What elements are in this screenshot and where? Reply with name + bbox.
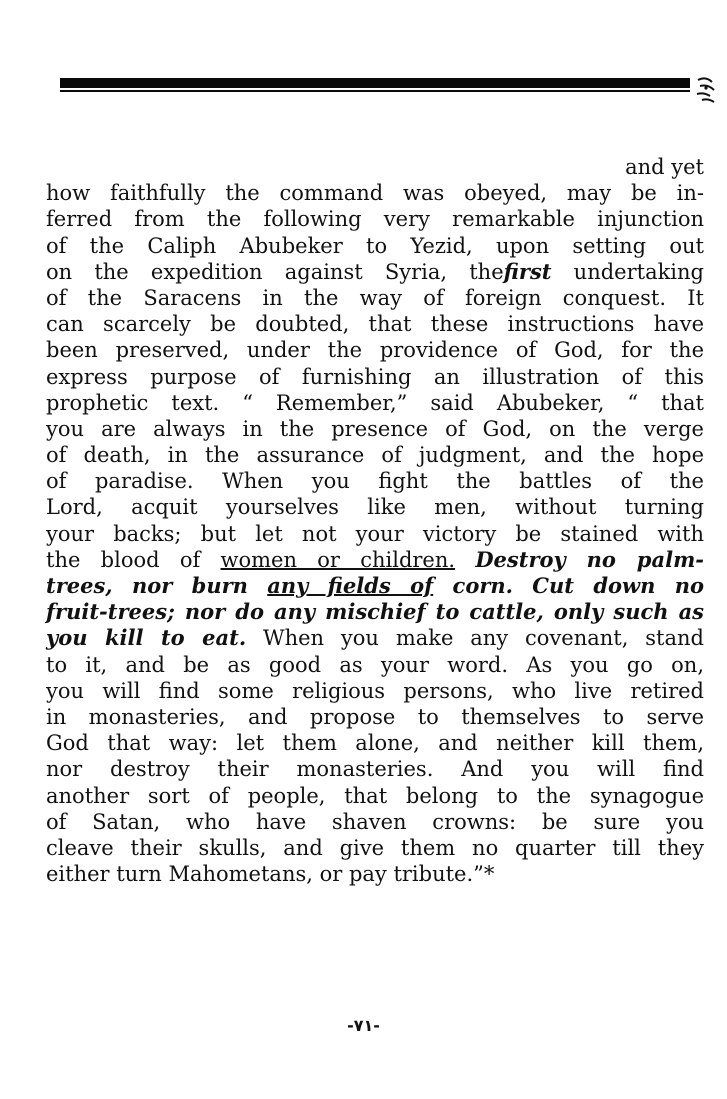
body-text xyxy=(46,154,704,887)
text-line: how faithfully the command was obeyed, may be in- xyxy=(46,181,704,206)
text-segment xyxy=(455,548,475,572)
text-line: of the Caliph Abubeker to Yezid, upon setting out xyxy=(46,233,704,258)
text-line: of death, in the assurance of judgment, and the hope xyxy=(46,443,704,468)
text-line: been preserved, under the providence of God, for the xyxy=(46,338,704,363)
text-line: of paradise. When you fight the battles of the xyxy=(46,469,704,494)
text-segment: on the expedition against Syria, the xyxy=(46,259,504,284)
page-number: -٧١- xyxy=(347,1016,380,1035)
text-line: you will find some religious persons, who live retired xyxy=(46,678,704,703)
text-line: another sort of people, that belong to the synagogue xyxy=(46,783,704,808)
text-line: and yet xyxy=(625,155,704,179)
text-line: your backs; but let not your victory be stained with xyxy=(46,521,704,546)
text-line xyxy=(46,259,704,285)
italic-segment: Destroy no palm- xyxy=(475,546,704,572)
text-line xyxy=(46,573,704,599)
text-line xyxy=(46,625,704,651)
text-line: can scarcely be doubted, that these instructions have xyxy=(46,312,704,337)
text-line: Lord, acquit yourselves like men, without turning xyxy=(46,495,704,520)
text-segment: When you make any covenant, stand xyxy=(246,626,704,651)
text-line: ferred from the following very remarkable injunction xyxy=(46,207,704,232)
text-line: God that way: let them alone, and neither kill them, xyxy=(46,731,704,756)
text-line: to it, and be as good as your word. As you go on, xyxy=(46,652,704,677)
text-line: either turn Mahometans, or pay tribute.”* xyxy=(46,862,495,887)
arabic-calligraphy-mark xyxy=(694,74,718,106)
italic-segment: corn. Cut down no xyxy=(433,573,704,598)
header-rule xyxy=(60,78,690,88)
italic-segment: trees, nor burn xyxy=(46,573,268,598)
text-line: of the Saracens in the way of foreign conquest. It xyxy=(46,285,704,310)
text-line: express purpose of furnishing an illustration of this xyxy=(46,364,704,389)
text-line: nor destroy their monasteries. And you will find xyxy=(46,757,704,782)
text-line: you are always in the presence of God, on the verge xyxy=(46,416,704,441)
text-segment: the blood of xyxy=(46,547,221,572)
text-line: cleave their skulls, and give them no quarter till they xyxy=(46,835,704,860)
text-line: in monasteries, and propose to themselves to serve xyxy=(46,704,704,729)
text-line: fruit-trees; nor do any mischief to cattle, only such as xyxy=(46,599,704,625)
text-line: of Satan, who have shaven crowns: be sure you xyxy=(46,809,704,834)
underlined-italic-segment: any fields of xyxy=(267,573,434,598)
italic-segment: you kill to eat. xyxy=(46,625,247,651)
text-segment: undertaking xyxy=(551,259,704,284)
text-line xyxy=(46,547,704,573)
underlined-segment: women or children. xyxy=(220,547,456,572)
text-line: prophetic text. “ Remember,” said Abubeker, “ that xyxy=(46,390,704,415)
italic-segment: first xyxy=(503,258,552,284)
